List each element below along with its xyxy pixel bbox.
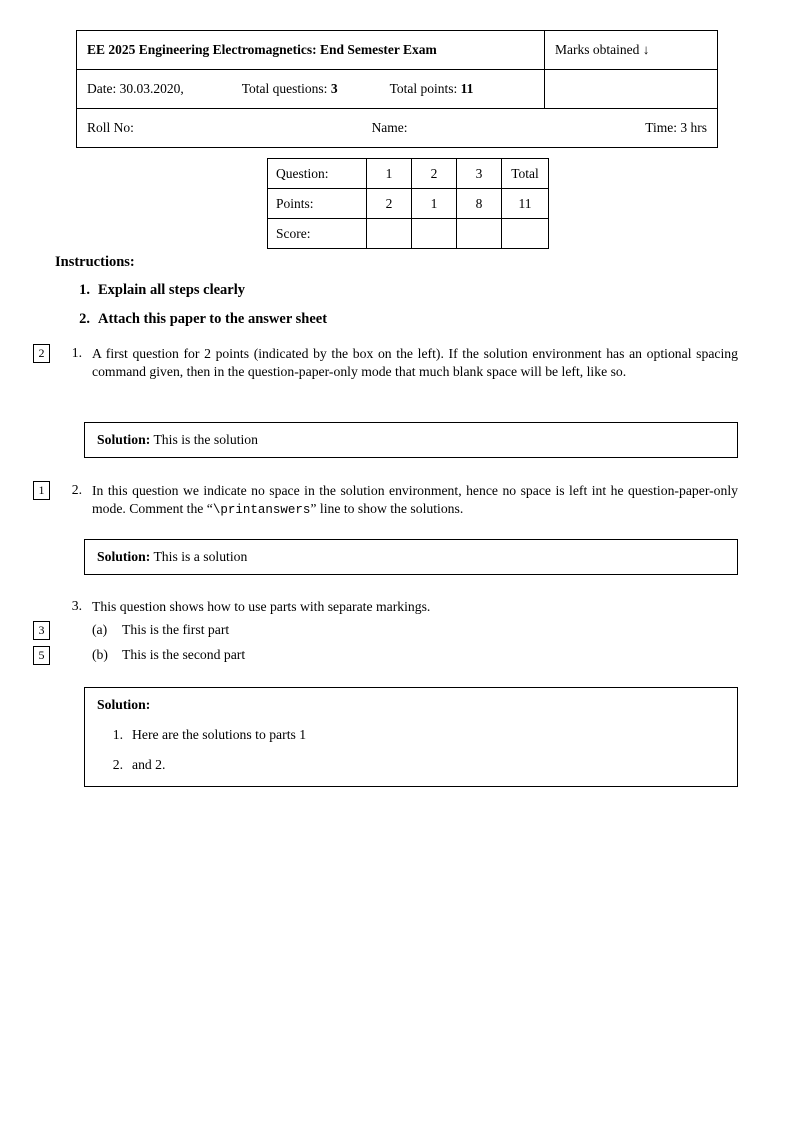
solution-item-number: 2. bbox=[112, 757, 123, 772]
question-part-label: (a) bbox=[92, 622, 108, 637]
total-points-label: Total points: bbox=[389, 81, 458, 96]
score-entry-cell[interactable] bbox=[412, 219, 457, 249]
question-part-mark-box: 5 bbox=[33, 646, 50, 665]
score-cell: 1 bbox=[412, 189, 457, 219]
score-summary-table bbox=[267, 158, 549, 249]
solution-list-item bbox=[97, 757, 725, 773]
marks-obtained-blank-cell bbox=[545, 70, 718, 109]
score-row-points bbox=[268, 189, 549, 219]
question-inline-code: \printanswers bbox=[212, 502, 311, 517]
header-row-meta bbox=[77, 70, 718, 109]
question-part-text: This is the first part bbox=[122, 622, 230, 637]
score-cell: 2 bbox=[412, 159, 457, 189]
score-entry-cell[interactable] bbox=[367, 219, 412, 249]
solution-list-item bbox=[97, 727, 725, 743]
solution-text: This is a solution bbox=[153, 549, 248, 564]
total-points-value: 11 bbox=[460, 81, 474, 96]
score-row-question bbox=[268, 159, 549, 189]
instruction-number: 1. bbox=[79, 282, 90, 298]
instructions-heading: Instructions: bbox=[55, 254, 135, 270]
question-text-part1: In this question we indicate no space in the solution environment, hence no space is left int he question-paper-only mode. Comment the “ bbox=[92, 483, 738, 516]
solution-list bbox=[97, 727, 725, 773]
score-entry-cell[interactable] bbox=[457, 219, 502, 249]
solution-item-text: Here are the solutions to parts 1 bbox=[132, 727, 307, 742]
score-row-score bbox=[268, 219, 549, 249]
exam-header-table bbox=[76, 30, 718, 148]
instruction-text: Attach this paper to the answer sheet bbox=[98, 311, 328, 327]
solution-label: Solution: bbox=[97, 697, 151, 712]
solution-box bbox=[84, 687, 738, 787]
score-row-label: Points: bbox=[268, 189, 367, 219]
instruction-number: 2. bbox=[79, 311, 90, 327]
score-total-cell: 11 bbox=[502, 189, 549, 219]
question-text: A first question for 2 points (indicated by the box on the left). If the solution environment has an optional spacing command given, then in the question-paper-only mode that much blank space will be left, like so. bbox=[92, 346, 738, 379]
question-part-mark-box: 3 bbox=[33, 621, 50, 640]
instruction-item bbox=[68, 311, 688, 328]
header-row-student bbox=[77, 109, 718, 148]
solution-label: Solution: bbox=[97, 549, 151, 564]
score-total-entry-cell[interactable] bbox=[502, 219, 549, 249]
exam-meta-cell bbox=[77, 70, 545, 109]
solution-box bbox=[84, 422, 738, 458]
solution-label: Solution: bbox=[97, 432, 151, 447]
solution-box bbox=[84, 539, 738, 575]
header-row-title bbox=[77, 31, 718, 70]
score-row-label: Score: bbox=[268, 219, 367, 249]
score-total-cell: Total bbox=[502, 159, 549, 189]
score-cell: 1 bbox=[367, 159, 412, 189]
score-cell: 2 bbox=[367, 189, 412, 219]
student-info-cell bbox=[77, 109, 718, 148]
solution-item-number: 1. bbox=[112, 727, 123, 742]
score-cell: 3 bbox=[457, 159, 502, 189]
question-mark-box: 2 bbox=[33, 344, 50, 363]
time-label: Time: 3 hrs bbox=[645, 120, 707, 135]
name-label: Name: bbox=[371, 120, 408, 135]
exam-date: Date: 30.03.2020, bbox=[87, 81, 184, 96]
instruction-item bbox=[68, 282, 688, 299]
solution-item-text: and 2. bbox=[132, 757, 166, 772]
marks-obtained-label: Marks obtained ↓ bbox=[545, 31, 718, 70]
question-part-text: This is the second part bbox=[122, 647, 246, 662]
total-questions-value: 3 bbox=[330, 81, 338, 96]
instruction-text: Explain all steps clearly bbox=[98, 282, 246, 298]
roll-no-label: Roll No: bbox=[87, 120, 134, 135]
score-cell: 8 bbox=[457, 189, 502, 219]
instructions-list bbox=[68, 282, 688, 340]
solution-text: This is the solution bbox=[153, 432, 258, 447]
question-text: This question shows how to use parts with separate markings. bbox=[92, 599, 431, 614]
question-text bbox=[92, 482, 738, 518]
score-row-label: Question: bbox=[268, 159, 367, 189]
question-number: 3. bbox=[71, 598, 82, 613]
exam-title: EE 2025 Engineering Electromagnetics: End Semester Exam bbox=[77, 31, 545, 70]
question-mark-box: 1 bbox=[33, 481, 50, 500]
question-part-label: (b) bbox=[92, 647, 108, 662]
total-questions-label: Total questions: bbox=[241, 81, 328, 96]
question-number: 2. bbox=[71, 482, 82, 497]
question-number: 1. bbox=[71, 345, 82, 360]
question-text-part2: ” line to show the solutions. bbox=[310, 500, 464, 516]
